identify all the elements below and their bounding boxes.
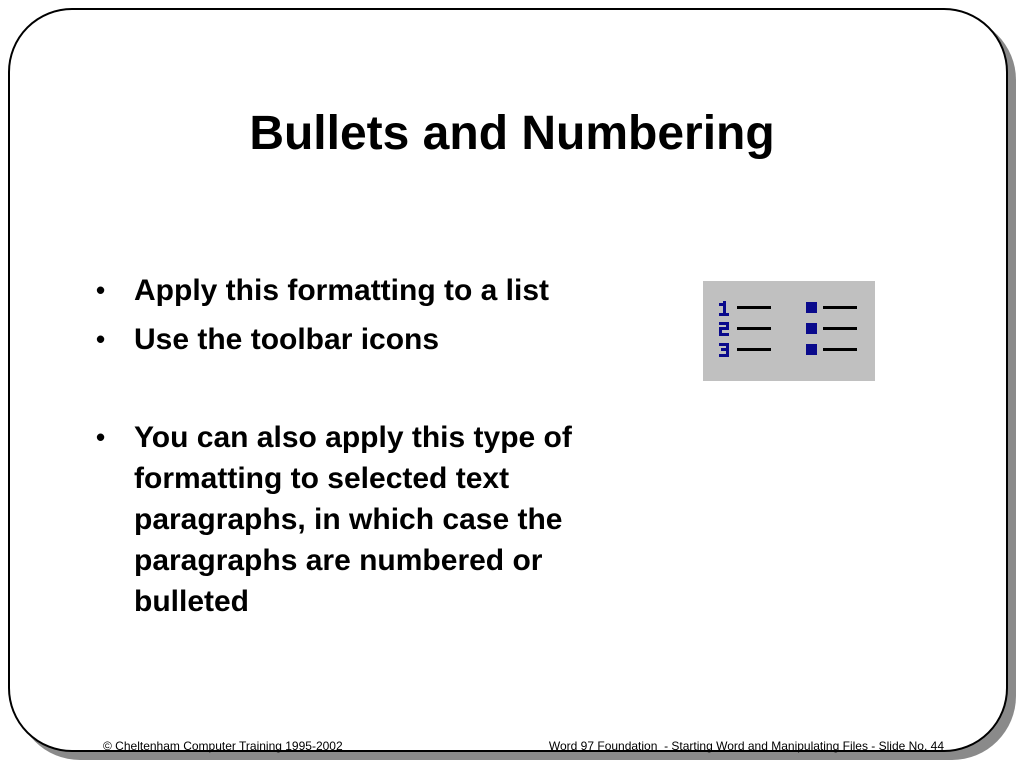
bullet-item	[96, 417, 636, 622]
bullet-item	[96, 319, 636, 360]
bullet-item	[96, 270, 636, 311]
toolbar-icons-svg	[703, 281, 875, 381]
footer-course-info: Word 97 Foundation - Starting Word and Manipulating Files - Slide No. 44	[548, 739, 944, 753]
footer-copyright: © Cheltenham Computer Training 1995-2002	[103, 739, 343, 753]
bullets-icon	[806, 302, 857, 355]
bullet-text: You can also apply this type of formatting to selected text paragraphs, in which case the paragraphs are numbered or bulleted	[134, 421, 572, 618]
numbering-icon	[719, 301, 771, 357]
bullet-marker: •	[96, 422, 106, 452]
slide-title: Bullets and Numbering	[249, 107, 775, 160]
toolbar-icons-image	[699, 281, 875, 381]
bullet-list	[96, 270, 636, 622]
bullet-text: Use the toolbar icons	[134, 323, 440, 356]
bullet-marker: •	[96, 324, 106, 354]
bullet-text: Apply this formatting to a list	[134, 274, 550, 307]
bullet-marker: •	[96, 275, 106, 305]
